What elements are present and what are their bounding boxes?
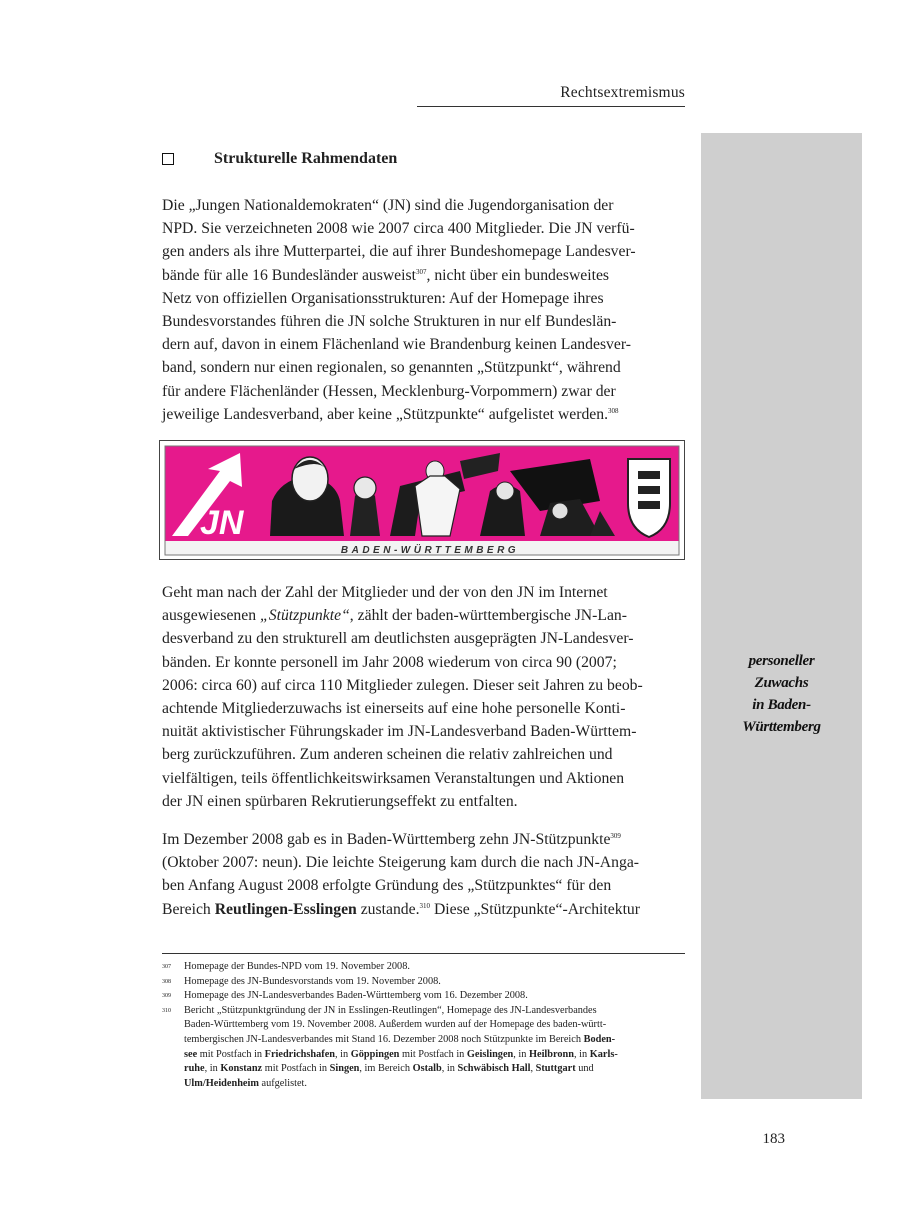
text-line: gen anders als ihre Mutterpartei, die auf ihrer Bundeshomepage Landesver- <box>162 243 636 261</box>
text-line: dern auf, davon in einem Flächenland wie Brandenburg keinen Landesver- <box>162 336 631 354</box>
text-line: der JN einen spürbaren Rekrutierungseffekt zu entfalten. <box>162 792 518 810</box>
section-title: Strukturelle Rahmendaten <box>214 150 398 167</box>
text-line: bände für alle 16 Bundesländer ausweist$^{307}$, nicht über ein bundesweites <box>162 266 610 284</box>
text-line: berg zurückzuführen. Zum anderen scheinen die relativ zahlreichen und <box>162 746 613 764</box>
margin-column <box>701 133 862 1099</box>
banner-caption: BADEN-WÜRTTEMBERG <box>340 545 520 556</box>
text-line: ben Anfang August 2008 erfolgte Gründung des „Stützpunktes“ für den <box>162 877 612 895</box>
text-line: bänden. Er konnte personell im Jahr 2008 wiederum von circa 90 (2007; <box>162 653 617 671</box>
paragraph-1 <box>162 194 685 426</box>
text-line: Netz von offiziellen Organisationsstrukturen: Auf der Homepage ihres <box>162 289 604 307</box>
text-line: nuität aktivistischer Führungskader im JN-Landesverband Baden-Württem- <box>162 723 637 741</box>
footnote-rule <box>162 953 685 954</box>
text-line: Bundesvorstandes führen die JN solche Strukturen in nur elf Bundeslän- <box>162 313 617 331</box>
page-number: 183 <box>762 1131 785 1147</box>
text-line: 2006: circa 60) auf circa 110 Mitglieder zulegen. Dieser seit Jahren zu beob- <box>162 676 643 694</box>
text-line: Geht man nach der Zahl der Mitglieder und der von den JN im Internet <box>162 584 608 601</box>
margin-note: personeller Zuwachs in Baden- Württemberg <box>742 653 821 735</box>
text-line: band, sondern nur einen regionalen, so genannten „Stützpunkt“, während <box>162 359 621 377</box>
footnote-309: 309 Homepage des JN-Landesverbandes Baden-Württemberg vom 16. Dezember 2008. <box>162 990 528 1002</box>
footnote-308: 308 Homepage des JN-Bundesvorstands vom 19. November 2008. <box>162 975 441 987</box>
text-line: ausgewiesenen „Stützpunkte“, zählt der baden-württembergische JN-Lan- <box>162 607 627 625</box>
running-header: Rechtsextremismus <box>417 84 685 107</box>
text-line: NPD. Sie verzeichneten 2008 wie 2007 circa 400 Mitglieder. Die JN verfü- <box>162 220 635 238</box>
footnote-ref-309[interactable]: 309 <box>610 832 621 840</box>
section-heading <box>162 150 397 168</box>
text-line: für andere Flächenländer (Hessen, Mecklenburg-Vorpommern) zwar der <box>162 382 616 400</box>
text-line: desverband zu den strukturell am deutlichsten ausgeprägten JN-Landesver- <box>162 630 634 648</box>
emphasis: „Stützpunkte“ <box>260 607 350 625</box>
checkbox-bullet-icon <box>162 153 174 165</box>
text-line: Bereich Reutlingen-Esslingen zustande.$^{310}$ Diese „Stützpunkte“-Architektur <box>162 900 640 918</box>
jn-banner-image <box>159 440 685 560</box>
banner-graphic <box>160 441 684 559</box>
footnote-310: 310 Bericht „Stützpunktgründung der JN in Esslingen-Reutlingen“, Homepage des JN-Landesverbandes Baden-Württemberg vom 19. November 2008. Außerdem wurden auf der Homepage des baden-württ- tembergischen JN-Landesverbandes mit Stand 16. Dezember 2008 noch Stützpunkte im Bereich Boden- see mit Postfach in Friedrichshafen, in Göppingen mit Postfach in Geislingen, in Heilbronn, in Karls- ruhe, in Konstanz mit Postfach in Singen, im Bereich Ostalb, in Schwäbisch Hall, Stuttgart und Ulm/Heidenheim aufgelistet. <box>162 1004 618 1089</box>
footnote-ref-310[interactable]: 310 <box>419 901 431 910</box>
banner-logo-text: JN <box>200 504 244 542</box>
paragraph-3 <box>162 828 685 921</box>
text-line: achtende Mitgliederzuwachs ist einerseits auf eine hohe personelle Konti- <box>162 700 626 718</box>
text-line: Die „Jungen Nationaldemokraten“ (JN) sind die Jugendorganisation der <box>162 197 614 214</box>
footnote-307: 307 Homepage der Bundes-NPD vom 19. November 2008. <box>162 961 410 972</box>
footnote-ref-307[interactable]: 307 <box>415 267 427 276</box>
place-name: Reutlingen-Esslingen <box>214 900 357 918</box>
text-line: jeweilige Landesverband, aber keine „Stützpunkte“ aufgelistet werden.$^{308}$ <box>162 405 619 423</box>
text-line: vielfältigen, teils öffentlichkeitswirksamen Veranstaltungen und Aktionen <box>162 769 625 787</box>
paragraph-2 <box>162 581 685 813</box>
text-line: Im Dezember 2008 gab es in Baden-Württemberg zehn JN-Stützpunkte$^{309}$ <box>162 831 621 848</box>
footnotes <box>162 960 685 1091</box>
text-line: (Oktober 2007: neun). Die leichte Steigerung kam durch die nach JN-Anga- <box>162 854 640 872</box>
footnote-ref-308[interactable]: 308 <box>608 406 619 415</box>
